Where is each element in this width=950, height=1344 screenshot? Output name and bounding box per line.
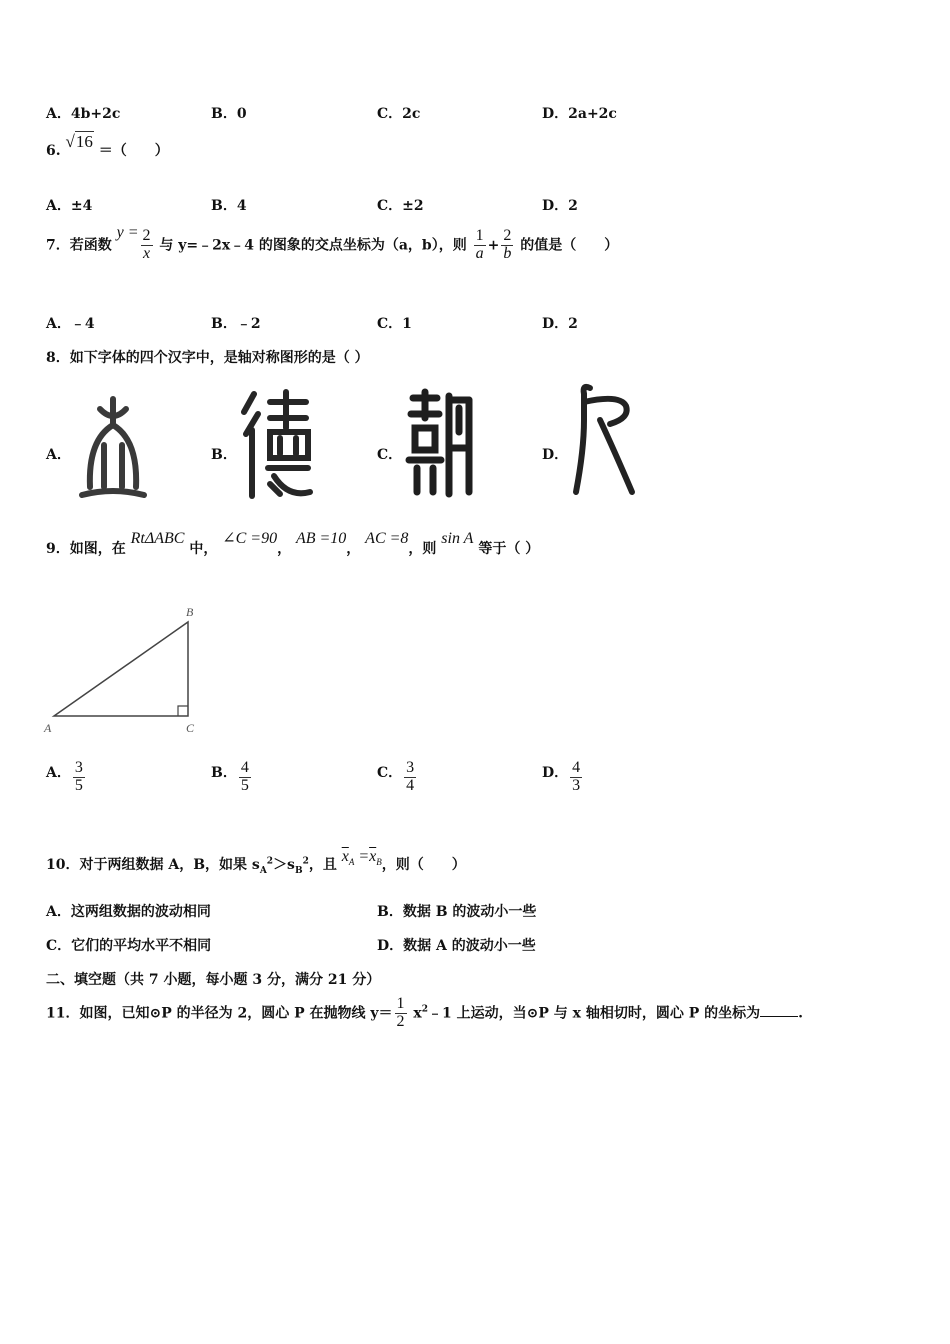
fraction-1-over-2: $\frac{1}{2}$ bbox=[396, 995, 405, 1030]
option-letter: C． bbox=[377, 106, 403, 122]
question-number: 6. bbox=[46, 143, 61, 159]
option-text: 4b+2c bbox=[70, 106, 121, 122]
option-letter: A． bbox=[46, 106, 71, 122]
option-text: 0 bbox=[236, 106, 247, 122]
question-middle: 与 y=﹣2x﹣4 的图象的交点坐标为（a，b），则 bbox=[159, 237, 467, 254]
seal-glyph-c-image bbox=[405, 388, 477, 503]
q9-option-b[interactable]: B． $\frac{4}{5}$ bbox=[211, 759, 249, 794]
side-ac: AC =8 bbox=[365, 530, 409, 547]
option-fraction: $\frac{4}{3}$ bbox=[572, 759, 581, 794]
question-prefix: 7．若函数 bbox=[46, 237, 112, 254]
q7-option-d[interactable]: D．2 bbox=[542, 316, 578, 332]
q6-option-b[interactable]: B．4 bbox=[211, 198, 247, 214]
question-prefix: 10．对于两组数据 A，B，如果 s bbox=[46, 857, 260, 873]
q10-option-b[interactable]: B．数据 B 的波动小一些 bbox=[377, 904, 537, 920]
q5-option-d[interactable] bbox=[542, 103, 617, 123]
q8-option-c-label[interactable]: C． bbox=[377, 447, 403, 463]
q11-stem: 11．如图，已知⊙P 的半径为 2，圆心 P 在抛物线 y＝ $\frac{1}{2}$ $x^2﹣1$ 上运动，当⊙P 与 x 轴相切时，圆心 P 的坐标为 . bbox=[46, 995, 804, 1030]
sqrt-expression: √16 bbox=[65, 132, 93, 151]
q7-stem bbox=[46, 224, 619, 263]
option-fraction: $\frac{3}{4}$ bbox=[406, 759, 415, 794]
fraction-2-over-x: $\frac{2}{x}$ bbox=[142, 227, 151, 262]
q6-option-a[interactable]: A．±4 bbox=[46, 198, 93, 214]
section-heading: 二、填空题（共 7 小题，每小题 3 分，满分 21 分） bbox=[46, 972, 381, 988]
q5-option-a[interactable] bbox=[46, 103, 120, 123]
sin-a: sin A bbox=[441, 530, 474, 547]
q5-option-c[interactable] bbox=[377, 103, 420, 123]
q7-option-b[interactable]: B．﹣2 bbox=[211, 316, 261, 332]
q5-option-b[interactable] bbox=[211, 103, 247, 123]
option-text: 2a+2c bbox=[568, 106, 617, 122]
triangle-name: RtΔABC bbox=[130, 530, 185, 547]
q7-option-a[interactable]: A．﹣4 bbox=[46, 316, 95, 332]
function-lhs: y = bbox=[116, 224, 139, 242]
right-triangle-figure bbox=[40, 600, 220, 740]
q10-stem: 10．对于两组数据 A，B，如果 $s_A^2>s_B^2$，且 $\overline{x}_A =\overline{x}_B$，则（ ） bbox=[46, 848, 466, 876]
option-letter: B． bbox=[211, 106, 237, 122]
question-prefix: 11．如图，已知⊙P 的半径为 2，圆心 P 在抛物线 y＝ bbox=[46, 1005, 393, 1022]
fraction-1-over-a: $\frac{1}{a}$ bbox=[475, 227, 484, 262]
option-fraction: $\frac{4}{5}$ bbox=[240, 759, 249, 794]
q9-stem: 9．如图，在 RtΔABC 中， ∠C =90， AB =10， AC =8，则 sin A 等于（ ） bbox=[46, 530, 540, 557]
q10-option-a[interactable]: A．这两组数据的波动相同 bbox=[46, 904, 211, 920]
q8-option-a-label[interactable]: A． bbox=[46, 447, 71, 463]
vertex-label-a: A bbox=[44, 721, 52, 735]
question-tail: ＝（ ） bbox=[98, 143, 169, 159]
right-angle-mark bbox=[178, 706, 188, 716]
seal-glyph-d-image bbox=[570, 380, 640, 500]
q8-stem: 8．如下字体的四个汉字中，是轴对称图形的是（ ） bbox=[46, 350, 369, 366]
q10-option-c[interactable]: C．它们的平均水平不相同 bbox=[46, 938, 212, 954]
seal-glyph-a-image bbox=[78, 395, 148, 505]
q6-option-c[interactable]: C．±2 bbox=[377, 198, 424, 214]
question-tail: 的值是（ ） bbox=[520, 237, 619, 254]
side-ab: AB =10 bbox=[295, 530, 347, 547]
question-prefix: 9．如图，在 bbox=[46, 541, 126, 557]
fraction-2-over-b: $\frac{2}{b}$ bbox=[503, 227, 512, 262]
q9-option-d[interactable]: D． $\frac{4}{3}$ bbox=[542, 759, 581, 794]
seal-glyph-b-image bbox=[240, 388, 315, 503]
option-fraction: $\frac{3}{5}$ bbox=[74, 759, 83, 794]
triangle-outline bbox=[54, 622, 188, 716]
option-text: 2c bbox=[402, 106, 421, 122]
answer-blank[interactable] bbox=[760, 1004, 798, 1017]
plus-sign: + bbox=[487, 237, 500, 254]
q8-option-b-label[interactable]: B． bbox=[211, 447, 237, 463]
vertex-label-b: B bbox=[186, 605, 194, 619]
q9-option-c[interactable]: C． $\frac{3}{4}$ bbox=[377, 759, 415, 794]
q10-option-d[interactable]: D．数据 A 的波动小一些 bbox=[377, 938, 536, 954]
q8-option-d-label[interactable]: D． bbox=[542, 447, 569, 463]
vertex-label-c: C bbox=[186, 721, 195, 735]
q6-stem bbox=[46, 132, 169, 160]
q9-option-a[interactable]: A． $\frac{3}{5}$ bbox=[46, 759, 83, 794]
angle-c: ∠C =90 bbox=[222, 530, 278, 547]
mean-equality: $\overline{x}_A =\overline{x}_B$ bbox=[341, 848, 382, 867]
q6-option-d[interactable]: D．2 bbox=[542, 198, 578, 214]
q7-option-c[interactable]: C．1 bbox=[377, 316, 412, 332]
option-letter: D． bbox=[542, 106, 569, 122]
